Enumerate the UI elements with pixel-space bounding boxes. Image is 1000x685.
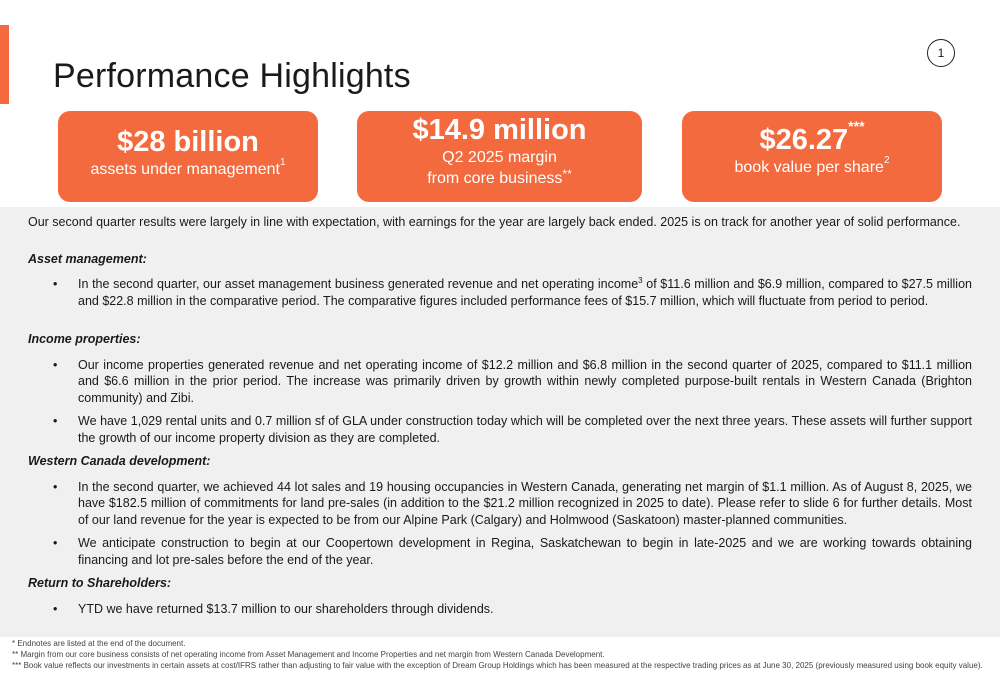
bullet-glyph: •: [53, 414, 58, 428]
bullet-text: In the second quarter, our asset management business generated revenue and net operating income: [78, 277, 639, 291]
bullet-text-cont: of $11.6 million and $6.9 million, compared to $27.5 million and $22.8 million in the comparative period. The comparative figures included performance fees of $15.7 million, which will fluctuate from period to period.: [78, 277, 972, 308]
page-number-badge: [927, 39, 955, 67]
section-heading-western-canada: Western Canada development:: [28, 454, 211, 468]
kpi-label: [58, 156, 318, 181]
asset-management-list: [28, 276, 972, 309]
page-number: 1: [937, 46, 945, 60]
bullet-glyph: •: [53, 601, 58, 616]
kpi-footnote-marker: 2: [883, 154, 890, 166]
kpi-card-margin: [357, 111, 642, 202]
footnotes: [12, 638, 990, 671]
western-canada-list: [28, 479, 972, 569]
footnote: *** Book value reflects our investments in certain assets at cost/IFRS rather than adjusting to fair value with the exception of Dream Group Holdings which has been measured at the respective trading prices as at June 30, 2025 (previously measured using book equity value).: [12, 661, 983, 670]
list-item: [28, 479, 972, 529]
kpi-card-book-value: [682, 111, 942, 202]
list-item: [28, 601, 972, 618]
list-item: [28, 413, 972, 446]
shareholders-list: [28, 601, 972, 618]
kpi-value: $14.9 million: [412, 114, 587, 146]
kpi-value-marker: ***: [848, 118, 865, 134]
list-item: [28, 276, 972, 309]
bullet-text: In the second quarter, we achieved 44 lot sales and 19 housing occupancies in Western Canada, generating net margin of $1.1 million. As of August 8, 2025, we have $182.5 million of commitments for land pre-sales (in addition to the $21.2 million recognized in 2025 to date). Please refer to slide 6 for further details. Most of our land revenue for the year is expected to be from our Alpine Park (Calgary) and Holmwood (Saskatoon) master-planned communities.: [78, 479, 972, 527]
bullet-glyph: •: [53, 277, 58, 291]
accent-bar: [0, 25, 9, 104]
bullet-text: We have 1,029 rental units and 0.7 million sf of GLA under construction today which will be completed over the next three years. These assets will further support the growth of our income property division as they are completed.: [78, 414, 972, 445]
kpi-value-row: [682, 118, 942, 157]
kpi-label-text: from core business: [427, 170, 563, 188]
kpi-label-line1: Q2 2025 margin: [442, 148, 557, 166]
kpi-label-text: assets under management: [90, 160, 280, 178]
kpi-card-aum: [58, 111, 318, 202]
footnote: ** Margin from our core business consists of net operating income from Asset Management and Income Properties and net margin from Western Canada Development.: [12, 650, 605, 659]
bullet-glyph: •: [53, 357, 58, 372]
bullet-text: YTD we have returned $13.7 million to our shareholders through dividends.: [78, 601, 494, 616]
kpi-footnote-marker: 1: [279, 156, 286, 168]
list-item: [28, 357, 972, 407]
kpi-label: [682, 154, 942, 179]
footnote-marker: 3: [638, 276, 643, 285]
kpi-value: $26.27: [759, 124, 849, 156]
kpi-label-text: book value per share: [734, 158, 884, 176]
bullet-text: We anticipate construction to begin at our Coopertown development in Regina, Saskatchewan to begin in late-2025 and we are working towards obtaining financing and lot pre-sales before the end of the year.: [78, 536, 972, 567]
page-title: Performance Highlights: [53, 57, 411, 95]
content-panel: [0, 207, 1000, 637]
section-heading-income-properties: Income properties:: [28, 332, 141, 346]
kpi-label-line2: [357, 168, 642, 190]
kpi-footnote-marker: **: [562, 167, 572, 182]
list-item: [28, 535, 972, 568]
bullet-glyph: •: [53, 479, 58, 494]
intro-paragraph: Our second quarter results were largely in line with expectation, with earnings for the year are largely back ended. 2025 is on track for another year of solid performance.: [28, 215, 961, 229]
section-heading-shareholders: Return to Shareholders:: [28, 576, 172, 590]
bullet-text: Our income properties generated revenue and net operating income of $12.2 million and $6.8 million in the second quarter of 2025, compared to $11.1 million and $6.6 million in the prior period. The increase was primarily driven by growth within newly completed purpose-built rentals in Western Canada (Brighton community) and Zibi.: [78, 357, 972, 405]
income-properties-list: [28, 357, 972, 447]
kpi-value: $28 billion: [117, 126, 259, 158]
section-heading-asset-management: Asset management:: [28, 251, 147, 266]
bullet-glyph: •: [53, 536, 58, 550]
footnote: * Endnotes are listed at the end of the document.: [12, 639, 186, 648]
